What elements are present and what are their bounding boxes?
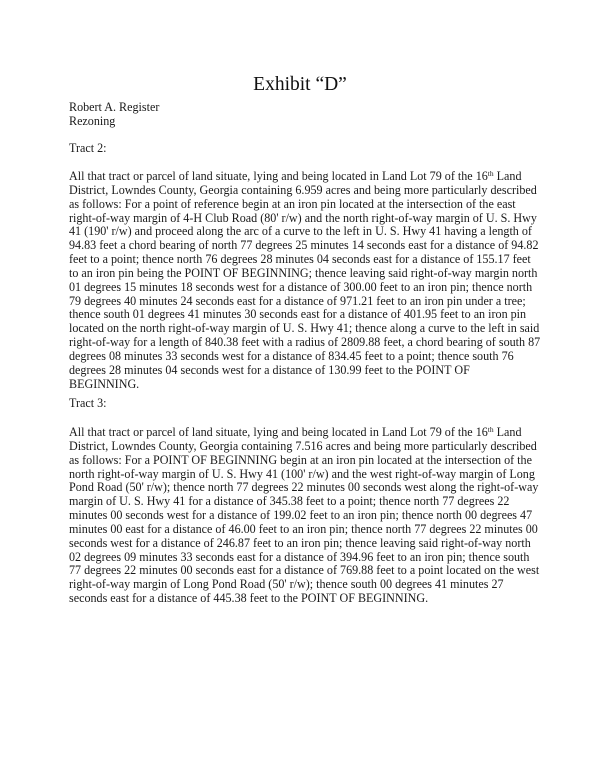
tract-3-description (69, 426, 539, 606)
subject-line: Rezoning (69, 113, 116, 128)
ordinal-suffix: th (487, 169, 494, 178)
tract-2-description (69, 170, 539, 392)
description-line: minutes 00 seconds west for a distance of 199.02 feet to an iron pin; thence north 00 degrees 47 (69, 508, 533, 523)
description-line: 02 degrees 09 minutes 33 seconds east for a distance of 394.96 feet to an iron pin; thence south (69, 549, 530, 564)
description-line: feet to a point; thence north 76 degrees 28 minutes 04 seconds east for a distance of 155.17 feet (69, 252, 531, 267)
description-line: Pond Road (50' r/w); thence north 77 degrees 22 minutes 00 seconds west along the right-of-way (69, 480, 539, 495)
description-line: right-of-way margin of 4-H Club Road (80' r/w) and the north right-of-way margin of U. S. Hwy (69, 210, 537, 225)
description-line: seconds east for a distance of 445.38 feet to the POINT OF BEGINNING. (69, 591, 429, 606)
description-line: 77 degrees 22 minutes 00 seconds east for a distance of 769.88 feet to a point located on the west (69, 563, 540, 578)
description-line: to an iron pin being the POINT OF BEGINNING; thence leaving said right-of-way margin north (69, 265, 538, 280)
description-line: as follows: For a POINT OF BEGINNING begin at an iron pin located at the intersection of the (69, 452, 532, 467)
description-line: All that tract or parcel of land situate, lying and being located in Land Lot 79 of the 16th Land (69, 425, 522, 439)
description-line: minutes 00 east for a distance of 46.00 feet to an iron pin; thence north 77 degrees 22 minutes 00 (69, 521, 538, 536)
description-line: thence south 01 degrees 41 minutes 30 seconds east for a distance of 401.95 feet to an iron pin (69, 307, 527, 322)
description-line: located on the north right-of-way margin of U. S. Hwy 41; thence along a curve to the left in said (69, 321, 540, 336)
description-line: degrees 28 minutes 04 seconds west for a distance of 130.99 feet to the POINT OF (69, 362, 470, 377)
tract-2-heading: Tract 2: (69, 141, 107, 155)
description-line: District, Lowndes County, Georgia containing 6.959 acres and being more particularly described (69, 182, 537, 197)
ordinal-suffix: th (487, 425, 494, 434)
description-line: 94.83 feet a chord bearing of north 77 degrees 25 minutes 14 seconds east for a distance of 94.82 (69, 238, 539, 253)
applicant-name: Robert A. Register (69, 100, 160, 114)
description-line: right-of-way for a length of 840.38 feet with a radius of 2809.88 feet, a chord bearing of south 87 (69, 335, 541, 350)
header-info (69, 101, 539, 129)
description-line: degrees 08 minutes 33 seconds west for a distance of 834.45 feet to a point; thence south 76 (69, 348, 514, 363)
description-line: seconds west for a distance of 246.87 feet to an iron pin; thence leaving said right-of-way north (69, 535, 531, 550)
exhibit-title: Exhibit “D” (253, 74, 347, 95)
description-line: as follows: For a point of reference begin at an iron pin located at the intersection of the east (69, 196, 516, 211)
description-line: District, Lowndes County, Georgia containing 7.516 acres and being more particularly described (69, 438, 537, 453)
tract-3-heading: Tract 3: (69, 396, 107, 410)
description-line: 79 degrees 40 minutes 24 seconds east for a distance of 971.21 feet to an iron pin under a tree; (69, 293, 526, 308)
description-line: right-of-way margin of Long Pond Road (50' r/w); thence south 00 degrees 41 minutes 27 (69, 577, 504, 592)
description-line: 01 degrees 15 minutes 18 seconds west for a distance of 300.00 feet to an iron pin; thence north (69, 279, 533, 294)
description-line: All that tract or parcel of land situate, lying and being located in Land Lot 79 of the 16th Land (69, 169, 522, 183)
description-line: north right-of-way margin of U. S. Hwy 41 (100' r/w) and the west right-of-way margin of Long (69, 466, 535, 481)
description-line: 41 (190' r/w) and proceed along the arc of a curve to the left in U. S. Hwy 41 having a length of (69, 224, 532, 239)
description-line: BEGINNING. (69, 376, 140, 391)
description-line: margin of U. S. Hwy 41 for a distance of 345.38 feet to a point; thence north 77 degrees 22 (69, 494, 510, 509)
